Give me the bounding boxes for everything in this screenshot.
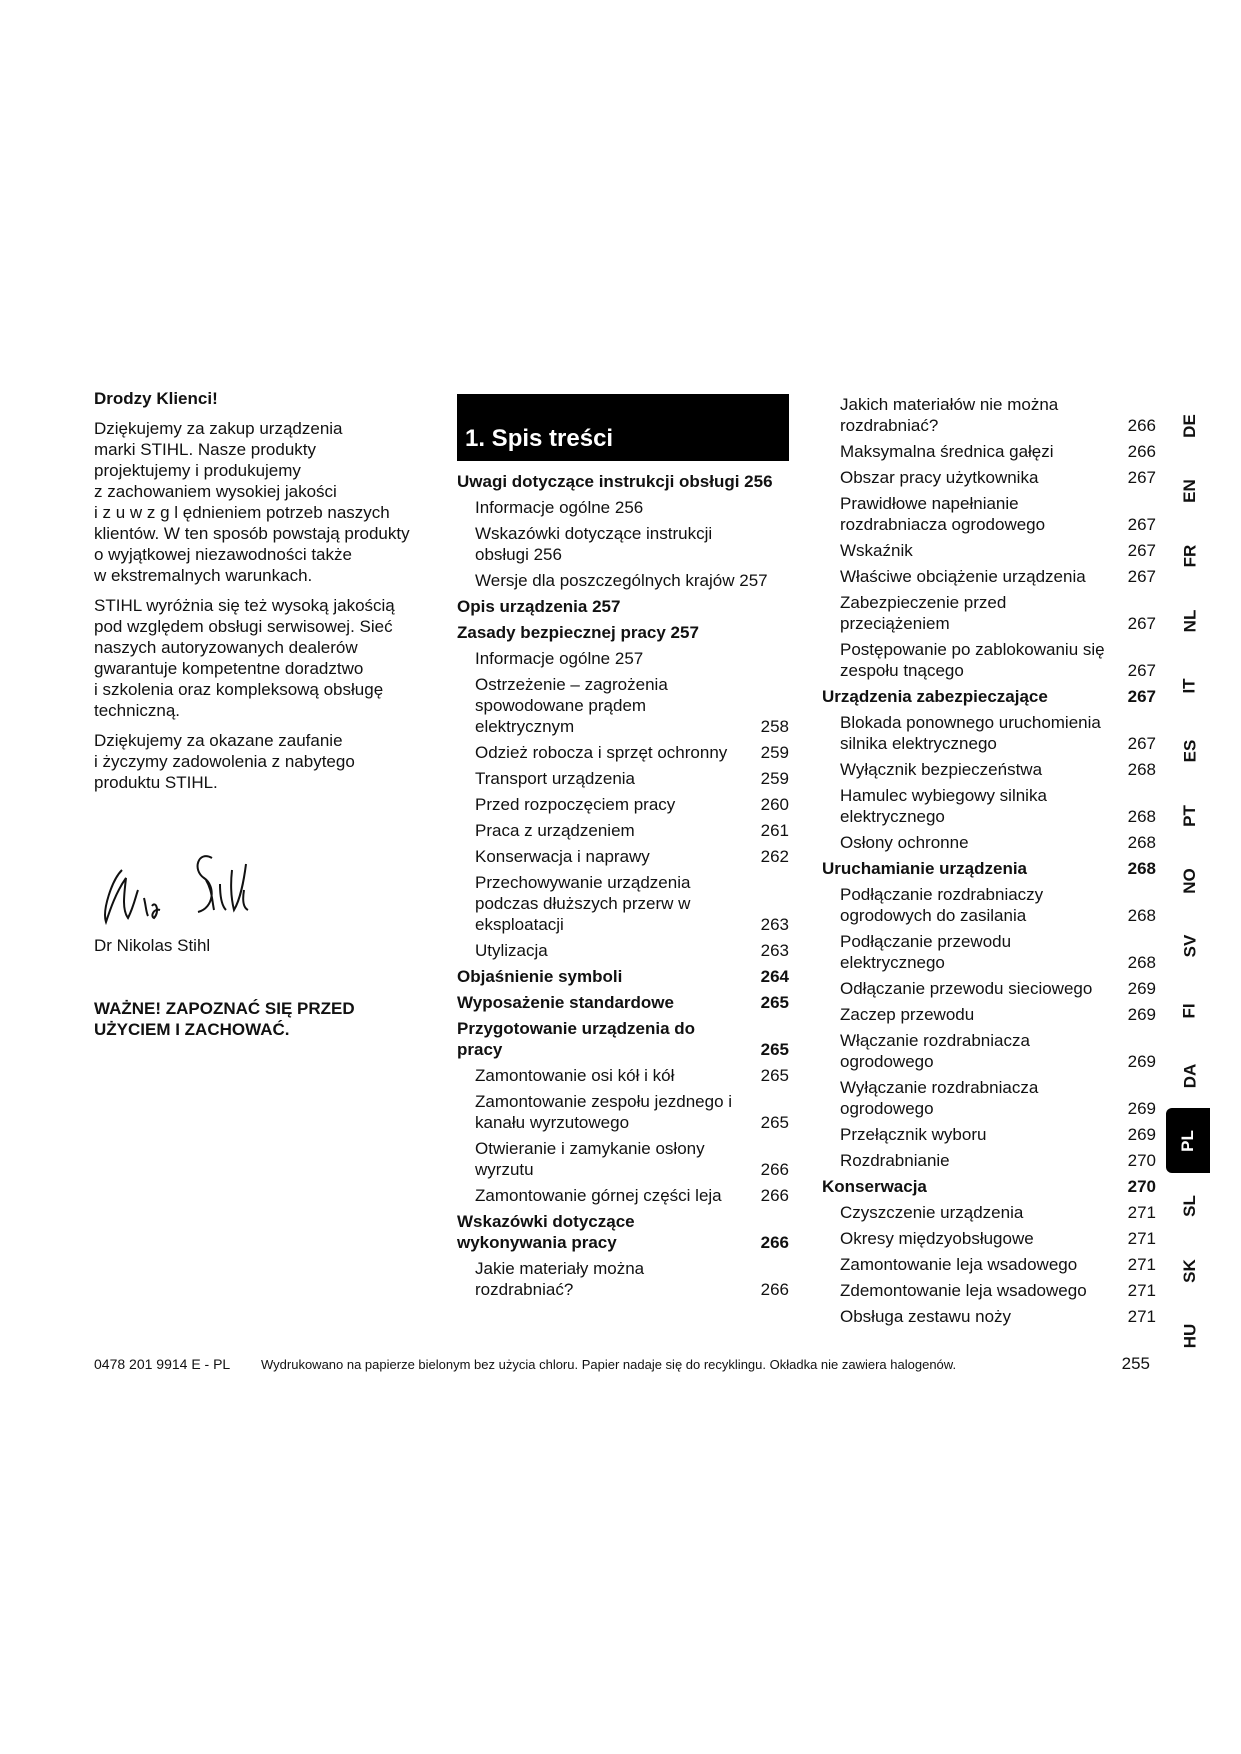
toc-subsection-entry — [822, 832, 1156, 853]
toc-entry-title: Opis urządzenia 257 — [457, 597, 621, 616]
toc-section-entry — [457, 966, 789, 987]
language-tab-label: PT — [1179, 804, 1199, 827]
toc-entry-title: Blokada ponownego uruchomienia silnika elektrycznego — [840, 713, 1101, 753]
language-tab-de[interactable] — [1170, 393, 1210, 458]
toc-subsection-entry — [457, 768, 789, 789]
toc-entry-page: 270 — [1127, 1151, 1156, 1170]
toc-entry-title: Jakich materiałów nie można rozdrabniać? — [840, 395, 1059, 435]
toc-section-entry — [457, 992, 789, 1013]
toc-entry-title: Postępowanie po zablokowaniu się zespołu tnącego — [840, 640, 1105, 680]
language-tab-label: ES — [1180, 739, 1199, 762]
toc-entry-title: Prawidłowe napełnianie rozdrabniacza ogrodowego — [840, 494, 1046, 534]
signature-image — [94, 840, 264, 930]
toc-entry-title: Uruchamianie urządzenia — [822, 859, 1028, 878]
toc-entry-title: Konserwacja — [822, 1177, 927, 1196]
toc-entry-title: Zamontowanie osi kół i kół — [475, 1066, 675, 1085]
toc-section-entry — [822, 686, 1156, 707]
toc-entry-page: 259 — [760, 769, 789, 788]
toc-section-entry — [457, 596, 789, 617]
toc-entry-page: 266 — [1127, 416, 1156, 435]
toc-subsection-entry — [822, 592, 1156, 634]
toc-entry-page: 269 — [1127, 1125, 1156, 1144]
language-tab-label: DE — [1180, 413, 1199, 438]
toc-subsection-entry — [822, 540, 1156, 561]
toc-entry-title: Zabezpieczenie przed przeciążeniem — [840, 593, 1007, 633]
language-tab-label: NO — [1180, 867, 1199, 894]
toc-entry-title: Podłączanie rozdrabniaczy ogrodowych do zasilania — [840, 885, 1044, 925]
toc-subsection-entry — [822, 978, 1156, 999]
toc-entry-page: 267 — [1127, 468, 1156, 487]
toc-entry-page: 261 — [760, 821, 789, 840]
language-tab-label: HU — [1180, 1323, 1199, 1348]
toc-entry-page: 267 — [1127, 687, 1156, 706]
intro-paragraph: STIHL wyróżnia się też wysoką jakością pod względem obsługi serwisowej. Sieć naszych autoryzowanych dealerów gwarantuje kompetentne doradztwo i szkolenia oraz kompleksową obsługę techniczną. — [94, 596, 395, 720]
important-notice: WAŻNE! ZAPOZNAĆ SIĘ PRZED UŻYCIEM I ZACHOWAĆ. — [94, 999, 355, 1039]
language-tab-fr[interactable] — [1170, 523, 1210, 588]
toc-entry-page: 269 — [1127, 1005, 1156, 1024]
toc-entry-title: Maksymalna średnica gałęzi — [840, 442, 1054, 461]
page-footer — [94, 1356, 1150, 1378]
toc-entry-title: Ostrzeżenie – zagrożenia spowodowane prądem elektrycznym — [475, 675, 668, 736]
toc-subsection-entry — [822, 1004, 1156, 1025]
toc-entry-title: Wyposażenie standardowe — [457, 993, 674, 1012]
language-tab-pt[interactable] — [1170, 783, 1210, 848]
toc-subsection-entry — [457, 674, 789, 737]
toc-section-entry — [457, 622, 789, 643]
language-tab-label: PL — [1177, 1129, 1197, 1152]
toc-entry-page: 266 — [760, 1160, 789, 1179]
toc-entry-title: Zamontowanie leja wsadowego — [840, 1255, 1078, 1274]
toc-entry-title: Wskazówki dotyczące instrukcji obsługi 256 — [475, 524, 713, 564]
toc-entry-title: Przed rozpoczęciem pracy — [475, 795, 676, 814]
toc-entry-page: 269 — [1127, 979, 1156, 998]
language-tab-hu[interactable] — [1170, 1303, 1210, 1368]
toc-subsection-entry — [457, 1065, 789, 1086]
language-tab-label: FI — [1179, 1002, 1199, 1019]
toc-entry-page: 267 — [1127, 541, 1156, 560]
toc-entry-page: 268 — [1127, 859, 1156, 878]
toc-entry-title: Osłony ochronne — [840, 833, 969, 852]
toc-subsection-entry — [457, 1138, 789, 1180]
toc-entry-page: 259 — [760, 743, 789, 762]
toc-subsection-entry — [457, 940, 789, 961]
toc-subsection-entry — [822, 493, 1156, 535]
toc-subsection-entry — [822, 785, 1156, 827]
toc-subsection-entry — [822, 884, 1156, 926]
toc-subsection-entry — [822, 1124, 1156, 1145]
toc-entry-page: 271 — [1127, 1203, 1156, 1222]
toc-entry-title: Zaczep przewodu — [840, 1005, 975, 1024]
toc-entry-title: Czyszczenie urządzenia — [840, 1203, 1024, 1222]
toc-entry-page: 267 — [1127, 734, 1156, 753]
toc-entry-title: Podłączanie przewodu elektrycznego — [840, 932, 1012, 972]
page-number: 255 — [1121, 1354, 1150, 1373]
toc-subsection-entry — [457, 1185, 789, 1206]
toc-subsection-entry — [822, 441, 1156, 462]
toc-entry-title: Urządzenia zabezpieczające — [822, 687, 1048, 706]
language-tab-sv[interactable] — [1170, 913, 1210, 978]
toc-subsection-entry — [822, 1150, 1156, 1171]
document-code: 0478 201 9914 E - PL — [94, 1356, 231, 1372]
toc-entry-page: 267 — [1127, 661, 1156, 680]
toc-title: 1. Spis treści — [457, 394, 789, 461]
language-tab-label: FR — [1179, 544, 1199, 567]
intro-column — [94, 388, 424, 1040]
toc-entry-title: Zamontowanie górnej części leja — [475, 1186, 722, 1205]
toc-subsection-entry — [457, 742, 789, 763]
toc-subsection-entry — [822, 931, 1156, 973]
toc-entry-page: 265 — [760, 1040, 789, 1059]
toc-subsection-entry — [457, 846, 789, 867]
toc-column-2 — [822, 394, 1156, 1332]
toc-entry-page: 271 — [1127, 1229, 1156, 1248]
toc-entry-title: Okresy międzyobsługowe — [840, 1229, 1034, 1248]
toc-entry-title: Odzież robocza i sprzęt ochronny — [475, 743, 728, 762]
toc-subsection-entry — [457, 1258, 789, 1300]
intro-paragraph: Dziękujemy za zakup urządzenia marki STIHL. Nasze produkty projektujemy i produkujemy z zachowaniem wysokiej jakości i z u w z g l ędnieniem potrzeb naszych klientów. W ten sposób powstają produkty o wyjątkowej niezawodności także w ekstremalnych warunkach. — [94, 419, 410, 585]
toc-entry-title: Informacje ogólne 256 — [475, 498, 644, 517]
greeting-heading: Drodzy Klienci! — [94, 389, 218, 408]
language-tab-label: SK — [1180, 1258, 1199, 1283]
toc-subsection-entry — [457, 1091, 789, 1133]
toc-entry-page: 263 — [760, 915, 789, 934]
language-tabs — [1170, 393, 1210, 1368]
print-note: Wydrukowano na papierze bielonym bez użycia chloru. Papier nadaje się do recyklingu. Okładka nie zawiera halogenów. — [261, 1357, 957, 1372]
toc-subsection-entry — [822, 566, 1156, 587]
toc-entry-page: 268 — [1127, 760, 1156, 779]
toc-entry-page: 271 — [1127, 1281, 1156, 1300]
toc-subsection-entry — [822, 467, 1156, 488]
toc-subsection-entry — [457, 794, 789, 815]
toc-entry-title: Zamontowanie zespołu jezdnego i kanału wyrzutowego — [475, 1092, 733, 1132]
toc-entry-page: 268 — [1127, 953, 1156, 972]
toc-entry-page: 266 — [1127, 442, 1156, 461]
toc-entry-title: Praca z urządzeniem — [475, 821, 635, 840]
toc-subsection-entry — [457, 523, 789, 565]
toc-entry-page: 268 — [1127, 906, 1156, 925]
toc-entry-page: 271 — [1127, 1307, 1156, 1326]
toc-entry-page: 270 — [1127, 1177, 1156, 1196]
toc-entry-title: Zdemontowanie leja wsadowego — [840, 1281, 1087, 1300]
toc-entry-page: 269 — [1127, 1052, 1156, 1071]
toc-entry-page: 266 — [760, 1233, 789, 1252]
toc-entry-page: 266 — [760, 1280, 789, 1299]
toc-entry-title: Utylizacja — [475, 941, 548, 960]
toc-subsection-entry — [822, 1280, 1156, 1301]
toc-entry-page: 267 — [1127, 515, 1156, 534]
toc-subsection-entry — [822, 639, 1156, 681]
toc-entry-title: Wyłącznik bezpieczeństwa — [840, 760, 1043, 779]
toc-entry-title: Przygotowanie urządzenia do pracy — [457, 1019, 696, 1059]
toc-entry-page: 264 — [760, 967, 789, 986]
intro-paragraph: Dziękujemy za okazane zaufanie i życzymy zadowolenia z nabytego produktu STIHL. — [94, 731, 355, 792]
toc-entry-title: Przełącznik wyboru — [840, 1125, 987, 1144]
toc-entry-title: Transport urządzenia — [475, 769, 636, 788]
toc-entry-title: Objaśnienie symboli — [457, 967, 623, 986]
toc-entry-page: 268 — [1127, 833, 1156, 852]
toc-subsection-entry — [822, 1202, 1156, 1223]
toc-section-entry — [457, 1211, 789, 1253]
toc-subsection-entry — [822, 759, 1156, 780]
toc-entry-page: 265 — [760, 1113, 789, 1132]
toc-subsection-entry — [457, 872, 789, 935]
toc-entry-title: Konserwacja i naprawy — [475, 847, 650, 866]
language-tab-sl[interactable] — [1170, 1173, 1210, 1238]
toc-section-entry — [457, 471, 789, 492]
toc-entry-title: Zasady bezpiecznej pracy 257 — [457, 623, 699, 642]
toc-entry-page: 267 — [1127, 567, 1156, 586]
signer-name: Dr Nikolas Stihl — [94, 936, 211, 955]
toc-subsection-entry — [822, 1306, 1156, 1327]
toc-entry-title: Odłączanie przewodu sieciowego — [840, 979, 1093, 998]
toc-entry-page: 271 — [1127, 1255, 1156, 1274]
toc-entry-title: Przechowywanie urządzenia podczas dłuższych przerw w eksploatacji — [475, 873, 691, 934]
toc-entry-title: Włączanie rozdrabniacza ogrodowego — [840, 1031, 1030, 1071]
toc-subsection-entry — [457, 497, 789, 518]
toc-entry-title: Wersje dla poszczególnych krajów 257 — [475, 571, 768, 590]
toc-entry-page: 268 — [1127, 807, 1156, 826]
language-tab-label: EN — [1180, 478, 1199, 503]
language-tab-label: NL — [1179, 609, 1199, 632]
toc-entry-title: Informacje ogólne 257 — [475, 649, 644, 668]
toc-subsection-entry — [822, 1228, 1156, 1249]
toc-entry-title: Wskazówki dotyczące wykonywania pracy — [457, 1212, 635, 1252]
toc-entry-page: 258 — [760, 717, 789, 736]
toc-entry-title: Obsługa zestawu noży — [840, 1307, 1012, 1326]
toc-section-entry — [457, 1018, 789, 1060]
language-tab-fi[interactable] — [1170, 978, 1210, 1043]
toc-section-entry — [822, 1176, 1156, 1197]
toc-subsection-entry — [457, 648, 789, 669]
toc-subsection-entry — [822, 712, 1156, 754]
toc-subsection-entry — [822, 1077, 1156, 1119]
toc-subsection-entry — [822, 1254, 1156, 1275]
toc-entry-page: 263 — [760, 941, 789, 960]
toc-subsection-entry — [457, 570, 789, 591]
toc-entry-page: 267 — [1127, 614, 1156, 633]
toc-subsection-entry — [822, 394, 1156, 436]
language-tab-it[interactable] — [1170, 653, 1210, 718]
language-tab-no[interactable] — [1170, 848, 1210, 913]
toc-entry-page: 266 — [760, 1186, 789, 1205]
toc-entry-page: 260 — [760, 795, 789, 814]
toc-column-1 — [457, 394, 789, 1305]
toc-section-entry — [822, 858, 1156, 879]
toc-subsection-entry — [457, 820, 789, 841]
toc-entry-title: Właściwe obciążenie urządzenia — [840, 567, 1086, 586]
language-tab-da[interactable] — [1170, 1043, 1210, 1108]
language-tab-pl[interactable] — [1166, 1108, 1210, 1173]
toc-entry-title: Rozdrabnianie — [840, 1151, 950, 1170]
toc-entry-title: Uwagi dotyczące instrukcji obsługi 256 — [457, 472, 773, 491]
language-tab-nl[interactable] — [1170, 588, 1210, 653]
language-tab-label: SV — [1180, 934, 1199, 957]
toc-entry-title: Otwieranie i zamykanie osłony wyrzutu — [475, 1139, 705, 1179]
language-tab-label: DA — [1180, 1063, 1199, 1088]
toc-entry-page: 265 — [760, 993, 789, 1012]
language-tab-sk[interactable] — [1170, 1238, 1210, 1303]
language-tab-es[interactable] — [1170, 718, 1210, 783]
language-tab-en[interactable] — [1170, 458, 1210, 523]
toc-entry-page: 265 — [760, 1066, 789, 1085]
toc-entry-title: Hamulec wybiegowy silnika elektrycznego — [840, 786, 1047, 826]
toc-entry-title: Jakie materiały można rozdrabniać? — [475, 1259, 645, 1299]
toc-entry-title: Wyłączanie rozdrabniacza ogrodowego — [840, 1078, 1039, 1118]
toc-subsection-entry — [822, 1030, 1156, 1072]
toc-entry-page: 262 — [760, 847, 789, 866]
toc-entry-title: Obszar pracy użytkownika — [840, 468, 1039, 487]
toc-entry-page: 269 — [1127, 1099, 1156, 1118]
language-tab-label: IT — [1179, 677, 1199, 694]
toc-entry-title: Wskaźnik — [840, 541, 913, 560]
language-tab-label: SL — [1179, 1194, 1199, 1217]
